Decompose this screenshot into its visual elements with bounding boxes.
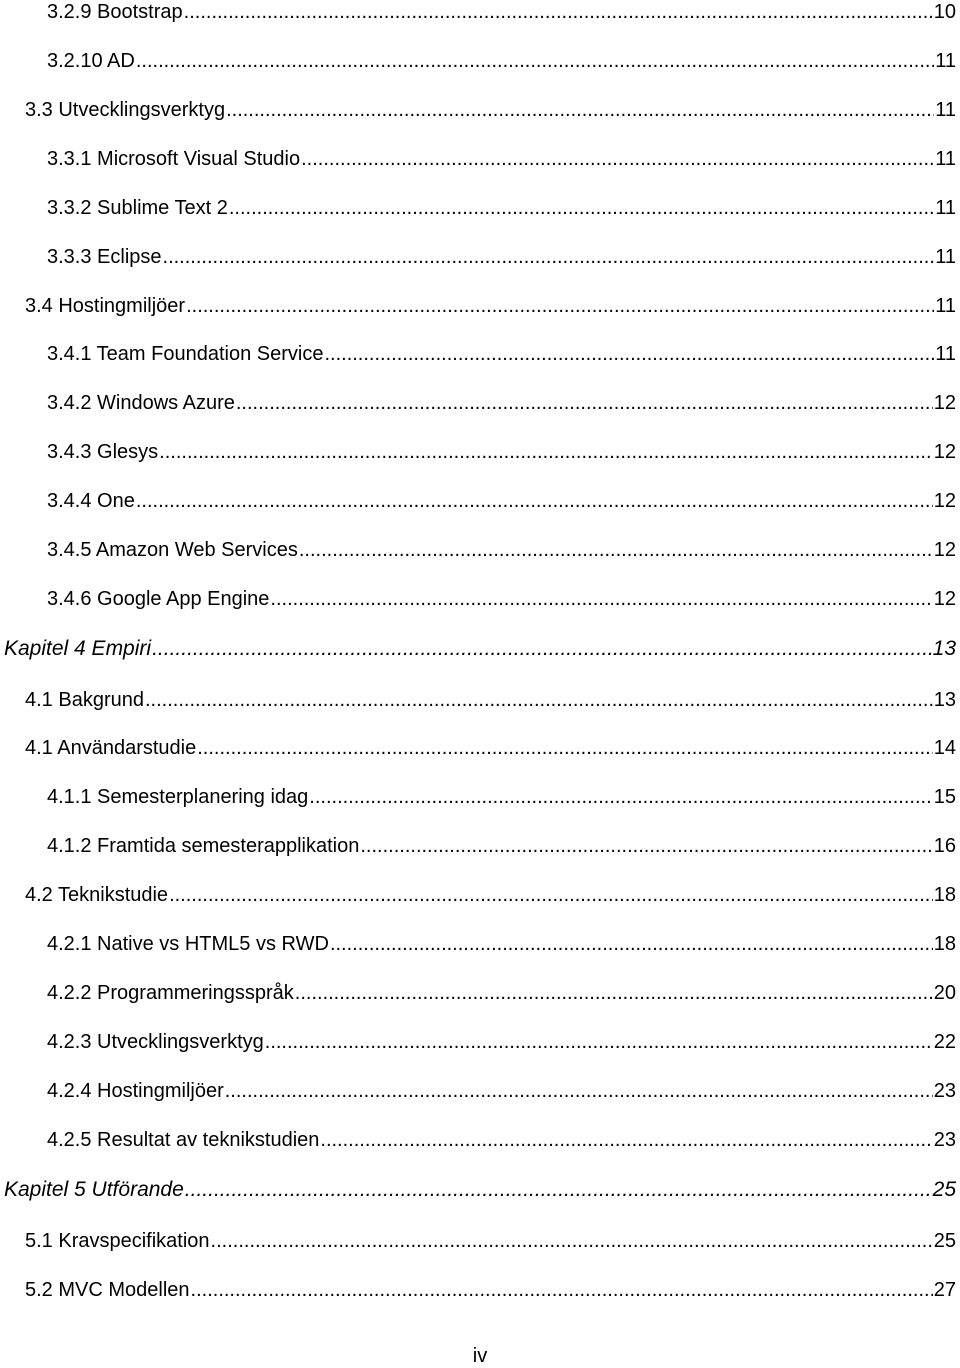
- toc-entry[interactable]: [47, 0, 956, 24]
- toc-entry-title: 5.1 Kravspecifikation: [25, 1230, 210, 1252]
- toc-entry-page: 12: [933, 392, 956, 414]
- dot-leader: [152, 637, 932, 661]
- toc-entry-title: 4.1.1 Semesterplanering idag: [47, 786, 309, 808]
- toc-entry[interactable]: [47, 440, 956, 464]
- toc-entry[interactable]: [25, 294, 956, 318]
- toc-entry-page: 27: [933, 1279, 956, 1301]
- toc-entry-title: 3.4.3 Glesys: [47, 441, 159, 463]
- toc-entry-title: 3.3.3 Eclipse: [47, 246, 162, 268]
- toc-entry[interactable]: [47, 1030, 956, 1054]
- toc-entry-title: 3.4.6 Google App Engine: [47, 588, 270, 610]
- dot-leader: [163, 245, 935, 269]
- toc-chapter-entry[interactable]: [4, 637, 956, 661]
- toc-entry-title: 4.2.2 Programmeringsspråk: [47, 982, 294, 1004]
- toc-entry-title: 3.3 Utvecklingsverktyg: [25, 99, 226, 121]
- toc-entry[interactable]: [47, 981, 956, 1005]
- toc-entry-page: 10: [933, 1, 956, 23]
- dot-leader: [211, 1229, 933, 1253]
- toc-entry[interactable]: [25, 688, 956, 712]
- toc-entry-title: 5.2 MVC Modellen: [25, 1279, 190, 1301]
- toc-entry-page: 13: [933, 689, 956, 711]
- toc-entry[interactable]: [47, 587, 956, 611]
- toc-entry[interactable]: [47, 342, 956, 366]
- toc-entry-title: 3.4.4 One: [47, 490, 135, 512]
- toc-entry[interactable]: [25, 98, 956, 122]
- toc-entry-title: 3.4.1 Team Foundation Service: [47, 343, 324, 365]
- dot-leader: [145, 688, 933, 712]
- toc-entry-page: 15: [933, 786, 956, 808]
- toc-entry-page: 20: [933, 982, 956, 1004]
- dot-leader: [324, 342, 934, 366]
- page-number: iv: [472, 1345, 488, 1367]
- dot-leader: [229, 196, 934, 220]
- toc-entry-title: Kapitel 5 Utförande: [4, 1178, 184, 1201]
- toc-entry-page: 11: [935, 295, 956, 317]
- toc-entry[interactable]: [25, 1278, 956, 1302]
- toc-entry-title: 4.1.2 Framtida semesterapplikation: [47, 835, 360, 857]
- toc-entry[interactable]: [25, 883, 956, 907]
- toc-entry-page: 11: [935, 343, 956, 365]
- toc-entry-page: 11: [935, 50, 956, 72]
- dot-leader: [186, 294, 934, 318]
- toc-entry-page: 23: [933, 1129, 956, 1151]
- toc-entry-page: 22: [933, 1031, 956, 1053]
- dot-leader: [309, 785, 932, 809]
- toc-entry-page: 18: [933, 884, 956, 906]
- toc-entry-page: 11: [935, 99, 956, 121]
- toc-entry-page: 25: [932, 1178, 956, 1201]
- dot-leader: [236, 391, 933, 415]
- toc-entry-title: 3.2.10 AD: [47, 50, 135, 72]
- dot-leader: [136, 489, 933, 513]
- dot-leader: [299, 538, 933, 562]
- toc-entry[interactable]: [25, 736, 956, 760]
- dot-leader: [320, 1128, 932, 1152]
- toc-entry[interactable]: [47, 49, 956, 73]
- toc-entry-title: 3.2.9 Bootstrap: [47, 1, 183, 23]
- toc-entry[interactable]: [47, 489, 956, 513]
- toc-entry-page: 16: [933, 835, 956, 857]
- dot-leader: [270, 587, 932, 611]
- dot-leader: [191, 1278, 933, 1302]
- toc-entry[interactable]: [25, 1229, 956, 1253]
- dot-leader: [136, 49, 934, 73]
- dot-leader: [295, 981, 933, 1005]
- toc-entry-page: 11: [935, 148, 956, 170]
- toc-chapter-entry[interactable]: [4, 1178, 956, 1202]
- toc-entry[interactable]: [47, 391, 956, 415]
- toc-entry[interactable]: [47, 538, 956, 562]
- dot-leader: [159, 440, 933, 464]
- toc-entry-title: 3.3.2 Sublime Text 2: [47, 197, 228, 219]
- toc-entry-title: Kapitel 4 Empiri: [4, 637, 152, 660]
- toc-entry[interactable]: [47, 1079, 956, 1103]
- dot-leader: [197, 736, 933, 760]
- toc-entry-page: 14: [933, 737, 956, 759]
- toc-entry-title: 3.3.1 Microsoft Visual Studio: [47, 148, 301, 170]
- toc-entry-page: 12: [933, 588, 956, 610]
- toc-entry-page: 12: [933, 539, 956, 561]
- toc-entry-title: 4.1 Användarstudie: [25, 737, 197, 759]
- toc-entry[interactable]: [47, 245, 956, 269]
- dot-leader: [265, 1030, 933, 1054]
- dot-leader: [226, 98, 934, 122]
- toc-entry[interactable]: [47, 196, 956, 220]
- dot-leader: [169, 883, 933, 907]
- toc-entry-page: 18: [933, 933, 956, 955]
- toc-entry-page: 25: [933, 1230, 956, 1252]
- toc-entry-title: 4.2 Teknikstudie: [25, 884, 169, 906]
- toc-entry[interactable]: [47, 1128, 956, 1152]
- toc-entry[interactable]: [47, 834, 956, 858]
- toc-entry-page: 12: [933, 441, 956, 463]
- toc-entry[interactable]: [47, 932, 956, 956]
- toc-entry-title: 4.2.4 Hostingmiljöer: [47, 1080, 224, 1102]
- toc-entry-title: 3.4.2 Windows Azure: [47, 392, 235, 414]
- toc-entry-title: 3.4 Hostingmiljöer: [25, 295, 186, 317]
- toc-entry-title: 4.2.1 Native vs HTML5 vs RWD: [47, 933, 329, 955]
- toc-entry-title: 4.2.3 Utvecklingsverktyg: [47, 1031, 264, 1053]
- dot-leader: [330, 932, 933, 956]
- toc-entry-title: 4.1 Bakgrund: [25, 689, 144, 711]
- dot-leader: [185, 1178, 932, 1202]
- toc-entry-page: 23: [933, 1080, 956, 1102]
- toc-entry-page: 13: [932, 637, 956, 660]
- dot-leader: [184, 0, 933, 24]
- dot-leader: [225, 1079, 933, 1103]
- toc-entry-page: 12: [933, 490, 956, 512]
- dot-leader: [301, 147, 934, 171]
- toc-entry-title: 4.2.5 Resultat av teknikstudien: [47, 1129, 320, 1151]
- toc-entry-title: 3.4.5 Amazon Web Services: [47, 539, 298, 561]
- toc-entry[interactable]: [47, 785, 956, 809]
- toc-entry[interactable]: [47, 147, 956, 171]
- toc-entry-page: 11: [935, 246, 956, 268]
- toc-entry-page: 11: [935, 197, 956, 219]
- dot-leader: [360, 834, 932, 858]
